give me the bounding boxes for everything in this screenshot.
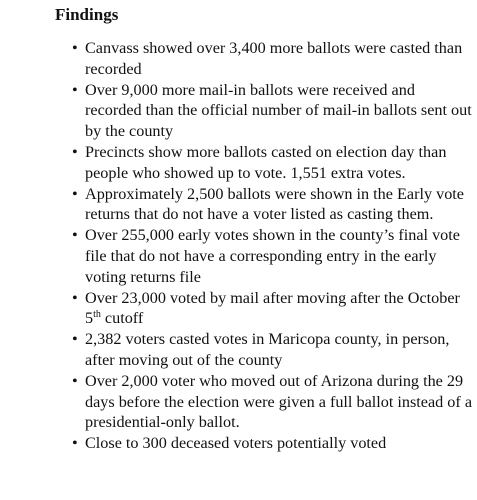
finding-text [85,289,460,328]
list-item [72,184,472,226]
list-item [72,80,472,142]
bullet-icon: • [72,434,78,453]
list-item [72,288,472,330]
finding-text: Over 2,000 voter who moved out of Arizona during the 29 days before the election were given a full ballot instead of a presidential-only ballot. [85,371,472,432]
finding-text: Approximately 2,500 ballots were shown in the Early vote returns that do not have a voter listed as casting them. [85,184,464,224]
list-item [72,433,472,454]
list-item [72,225,472,287]
finding-text-main: Over 23,000 voted by mail after moving after the October 5 [85,288,460,328]
bullet-icon: • [72,371,78,390]
findings-heading: Findings [55,5,119,24]
bullet-icon: • [72,142,78,161]
finding-text: Over 255,000 early votes shown in the county’s final vote file that do not have a corresponding entry in the early voting returns file [85,226,460,286]
finding-text-tail: cutoff [100,309,144,328]
finding-text: Canvass showed over 3,400 more ballots were casted than recorded [85,39,463,78]
finding-text: Over 9,000 more mail-in ballots were received and recorded than the official number of mail-in ballots sent out by the county [85,80,472,141]
finding-text: Close to 300 deceased voters potentially voted [85,434,387,453]
list-item [72,38,472,80]
findings-list [72,38,472,454]
bullet-icon: • [72,39,78,57]
ordinal-superscript: th [93,309,101,321]
finding-text: 2,382 voters casted votes in Maricopa county, in person, after moving out of the county [85,330,450,369]
list-item [72,329,472,371]
bullet-icon: • [72,226,78,245]
bullet-icon: • [72,184,78,203]
list-item [72,371,472,433]
bullet-icon: • [72,330,78,349]
list-item [72,142,472,184]
bullet-icon: • [72,288,78,307]
bullet-icon: • [72,80,78,99]
finding-text: Precincts show more ballots casted on election day than people who showed up to vote. 1,551 extra votes. [85,142,447,182]
